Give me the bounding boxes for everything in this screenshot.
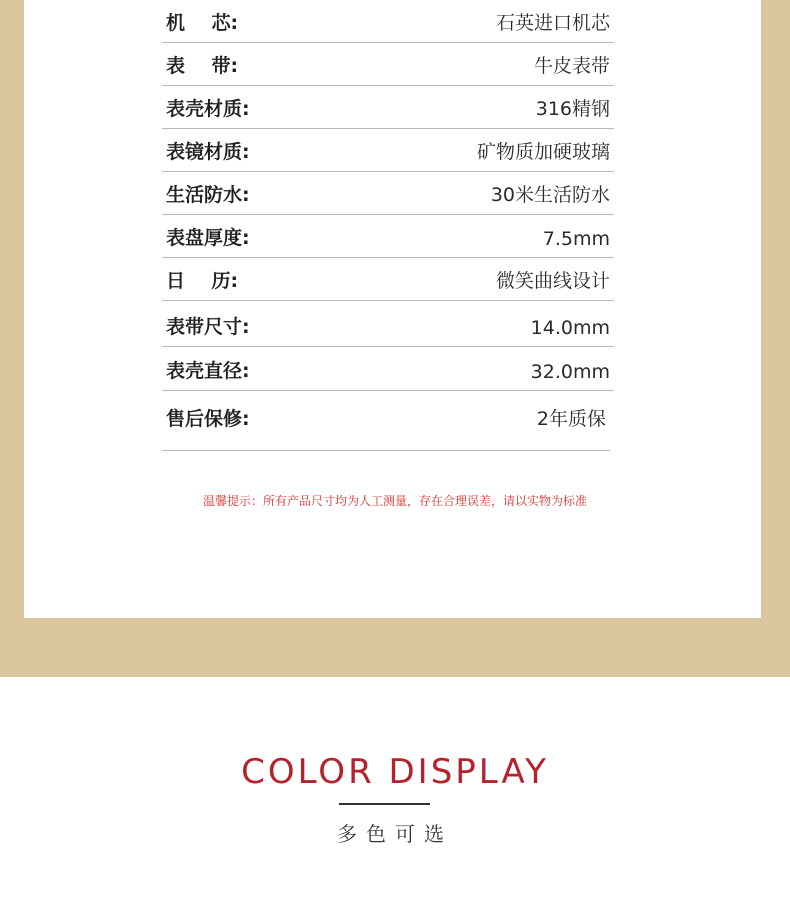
spec-row-water-resistance	[162, 172, 614, 215]
spec-label: 表壳材质:	[166, 98, 250, 120]
color-display-title: COLOR DISPLAY	[241, 752, 549, 792]
color-display-subtitle: 多色可选	[337, 822, 453, 846]
spec-value: 牛皮表带	[533, 55, 610, 77]
spec-table	[162, 0, 614, 451]
spec-value: 14.0mm	[530, 317, 610, 339]
spec-value: 32.0mm	[530, 361, 610, 383]
spec-row-case-material	[162, 86, 614, 129]
spec-label: 表镜材质:	[166, 141, 250, 163]
spec-label: 表 带:	[166, 55, 239, 77]
spec-value: 2年质保	[536, 408, 606, 430]
spec-row-warranty	[162, 391, 610, 451]
spec-row-calendar	[162, 258, 614, 301]
spec-value: 30米生活防水	[490, 184, 610, 206]
spec-value: 石英进口机芯	[495, 12, 610, 34]
spec-value: 7.5mm	[542, 228, 610, 250]
spec-value: 316精钢	[535, 98, 610, 120]
spec-label: 机 芯:	[166, 12, 239, 34]
spec-label: 生活防水:	[166, 184, 250, 206]
spec-row-strap-size	[162, 301, 614, 347]
spec-label: 日 历:	[166, 270, 239, 292]
spec-row-movement	[162, 0, 614, 43]
spec-row-dial-thickness	[162, 215, 614, 258]
spec-row-glass	[162, 129, 614, 172]
spec-label: 售后保修:	[166, 408, 250, 430]
spec-label: 表盘厚度:	[166, 227, 250, 249]
spec-value: 微笑曲线设计	[495, 270, 610, 292]
title-divider	[339, 803, 430, 805]
spec-label: 表带尺寸:	[166, 316, 250, 338]
spec-value: 矿物质加硬玻璃	[476, 141, 610, 163]
measurement-notice: 温馨提示：所有产品尺寸均为人工测量，存在合理误差，请以实物为标准	[202, 494, 587, 508]
spec-label: 表壳直径:	[166, 360, 250, 382]
spec-row-case-diameter	[162, 347, 614, 391]
spec-row-strap	[162, 43, 614, 86]
